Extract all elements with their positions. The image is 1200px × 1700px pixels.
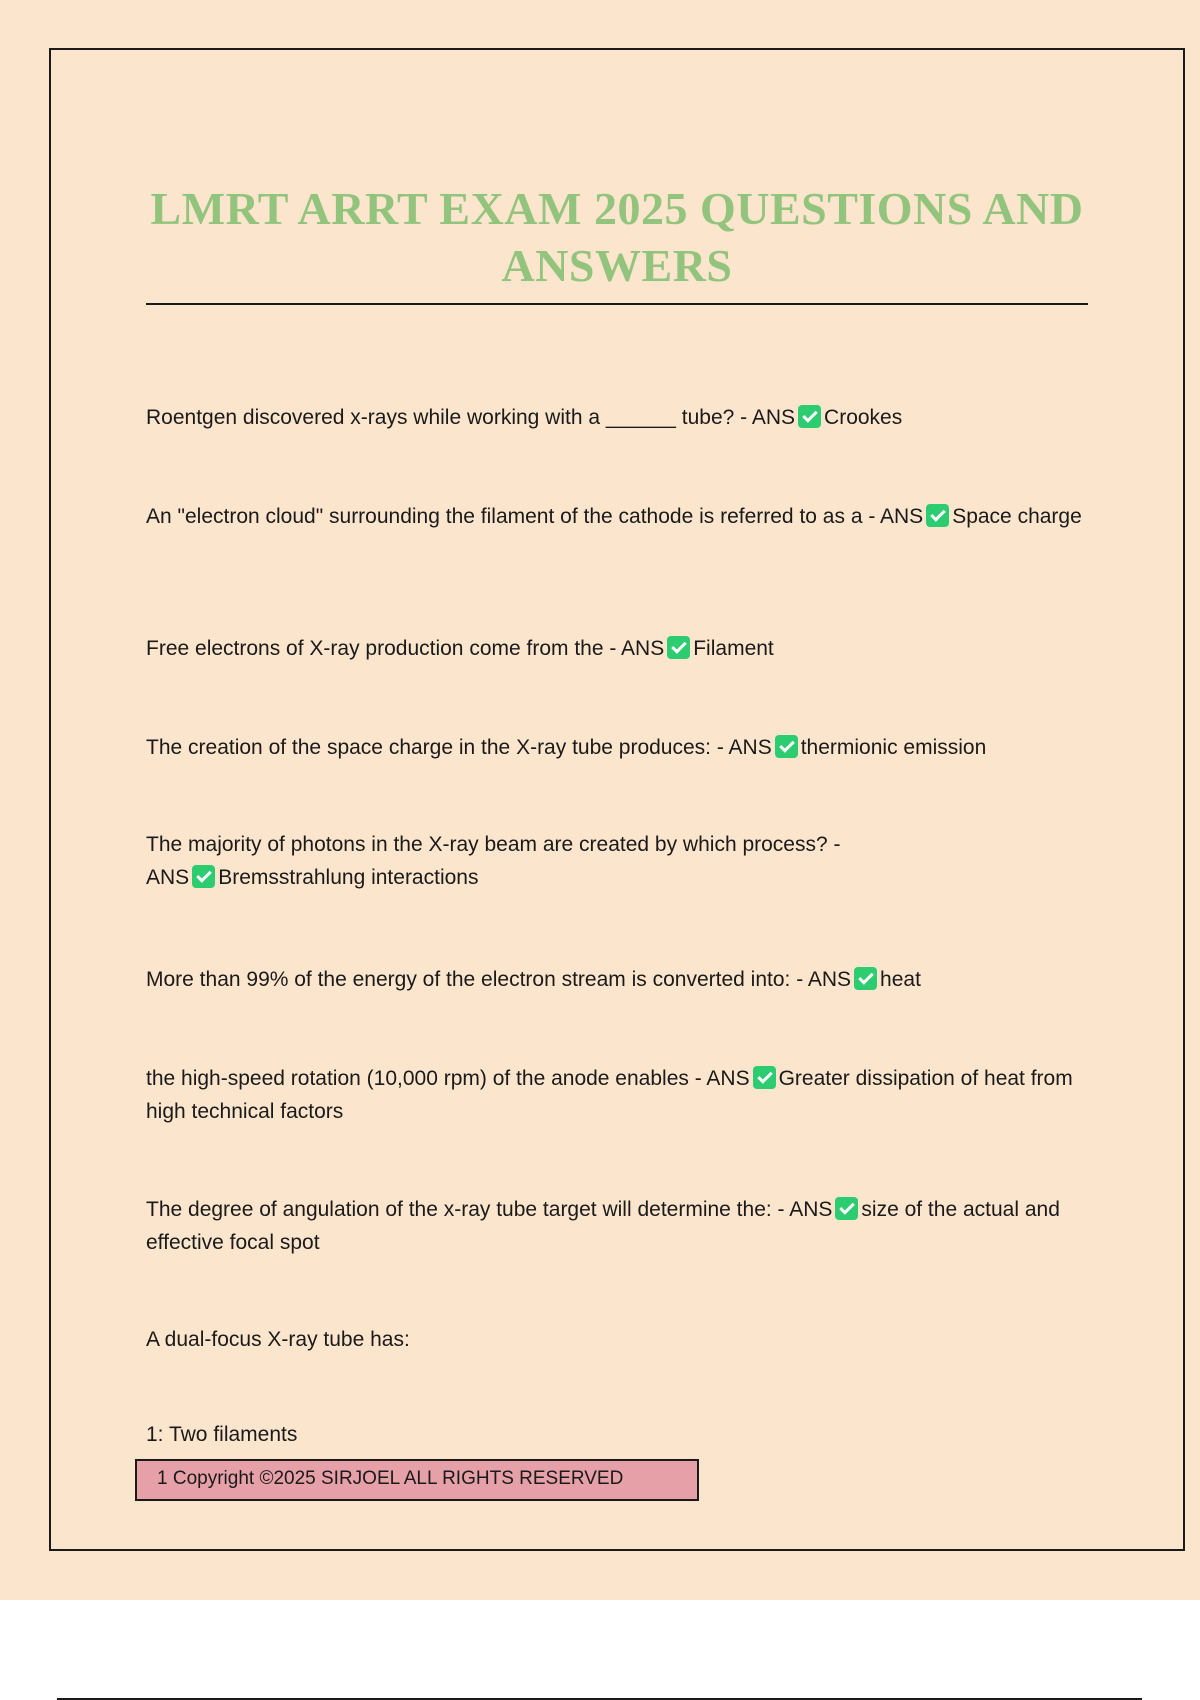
answer-text: heat [880, 968, 921, 991]
answer-label: ANS [621, 637, 665, 660]
qa-item [146, 828, 1088, 894]
answer-text: Filament [693, 637, 774, 660]
question-text: More than 99% of the energy of the electron stream is converted into: - [146, 968, 808, 991]
check-icon [926, 504, 949, 527]
qa-item [146, 963, 1088, 996]
check-icon [835, 1197, 858, 1220]
check-icon [854, 967, 877, 990]
copyright-footer: 1 Copyright ©2025 SIRJOEL ALL RIGHTS RESERVED [135, 1459, 699, 1501]
qa-item [146, 632, 1088, 665]
answer-label: ANS [706, 1067, 750, 1090]
qa-item [146, 500, 1088, 533]
question-text: The majority of photons in the X-ray beam are created by which process? - [146, 833, 841, 856]
answer-text: Greater dissipation of heat from high technical factors [146, 1067, 1073, 1123]
question-text: The degree of angulation of the x-ray tube target will determine the: - [146, 1198, 790, 1221]
check-icon [753, 1066, 776, 1089]
qa-item [146, 1193, 1088, 1259]
answer-text: size of the actual and effective focal spot [146, 1198, 1060, 1254]
check-icon [798, 405, 821, 428]
answer-label: ANS [728, 736, 772, 759]
answer-text: Space charge [952, 505, 1082, 528]
answer-label: ANS [146, 866, 190, 889]
answer-text: thermionic emission [800, 736, 987, 759]
answer-label: ANS [751, 406, 796, 429]
question-text: An "electron cloud" surrounding the filament of the cathode is referred to as a - [146, 505, 880, 528]
list-item: 1: Two filaments [146, 1423, 298, 1446]
title-underline [146, 303, 1088, 305]
check-icon [192, 865, 215, 888]
answer-text: Crookes [824, 406, 903, 429]
question-text: The creation of the space charge in the X-ray tube produces: - [146, 736, 729, 759]
answer-label: ANS [880, 505, 924, 528]
answer-label: ANS [807, 968, 852, 991]
question-line: A dual-focus X-ray tube has: [146, 1328, 410, 1351]
qa-item [146, 731, 1088, 764]
question-text: Free electrons of X-ray production come from the - [146, 637, 622, 660]
question-text: Roentgen discovered x-rays while working with a ______ tube? - [146, 406, 752, 429]
answer-text: Bremsstrahlung interactions [218, 866, 479, 889]
document-title: LMRT ARRT EXAM 2025 QUESTIONS AND ANSWERS [150, 183, 1084, 291]
qa-item [146, 1062, 1088, 1128]
qa-item [146, 401, 1088, 434]
check-icon [775, 735, 798, 758]
question-text: the high-speed rotation (10,000 rpm) of the anode enables - [146, 1067, 707, 1090]
check-icon [667, 636, 690, 659]
answer-label: ANS [789, 1198, 833, 1221]
